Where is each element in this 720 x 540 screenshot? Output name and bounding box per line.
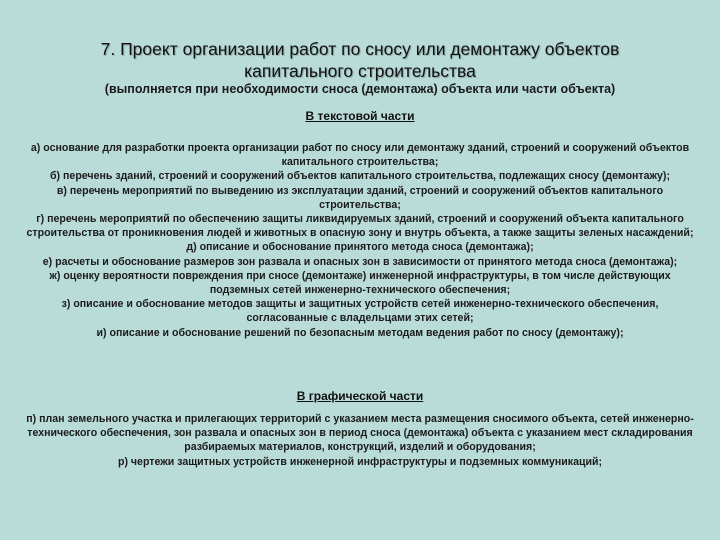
list-item: р) чертежи защитных устройств инженерной инфраструктуры и подземных коммуникаций;	[117, 455, 603, 468]
list-item: е) расчеты и обоснование размеров зон развала и опасных зон в зависимости от принятого метода сноса (демонтажа);	[42, 255, 678, 268]
list-item: г) перечень мероприятий по обеспечению защиты ликвидируемых зданий, строений и сооружений объекта капитального строительства от проникновения людей и животных в опасную зону и внутрь объекта, а также защиты зеленых насаждений;	[26, 213, 694, 240]
list-item: п) план земельного участка и прилегающих территорий с указанием места размещения сносимого объекта, сетей инженерно-технического обеспечения, зон развала и опасных зон в период сноса (демонтажа) объекта с указанием мест складирования разбираемых материалов, конструкций, изделий и оборудования;	[26, 413, 694, 454]
list-item: и) описание и обоснование решений по безопасным методам ведения работ по сносу (демонтажу);	[96, 326, 624, 339]
list-item: а) основание для разработки проекта организации работ по сносу или демонтажу зданий, строений и сооружений объектов капитального строительства;	[30, 142, 690, 169]
graphic-section-heading: В графической части	[296, 389, 424, 403]
text-section-heading: В текстовой части	[305, 109, 415, 123]
text-section-list	[25, 141, 695, 340]
slide-title	[20, 38, 700, 82]
title-line-2: капитального строительства	[244, 61, 476, 81]
list-item: в) перечень мероприятий по выведению из эксплуатации зданий, строений и сооружений объектов капитального строительства;	[56, 184, 664, 211]
list-item: ж) оценку вероятности повреждения при сносе (демонтаже) инженерной инфраструктуры, в том числе действующих подземных сетей инженерно-технического обеспечения;	[49, 269, 671, 297]
list-item: з) описание и обоснование методов защиты и защитных устройств сетей инженерно-технического обеспечения, согласованные с владельцами этих сетей;	[61, 298, 659, 325]
title-line-1: 7. Проект организации работ по сносу или демонтажу объектов	[100, 39, 620, 59]
list-item: б) перечень зданий, строений и сооружений объектов капитального строительства, подлежащих сносу (демонтажу);	[50, 170, 670, 183]
graphic-section-list	[25, 412, 695, 469]
list-item: д) описание и обоснование принятого метода сноса (демонтажа);	[186, 241, 534, 254]
slide-subtitle: (выполняется при необходимости сноса (демонтажа) объекта или части объекта)	[104, 82, 616, 96]
